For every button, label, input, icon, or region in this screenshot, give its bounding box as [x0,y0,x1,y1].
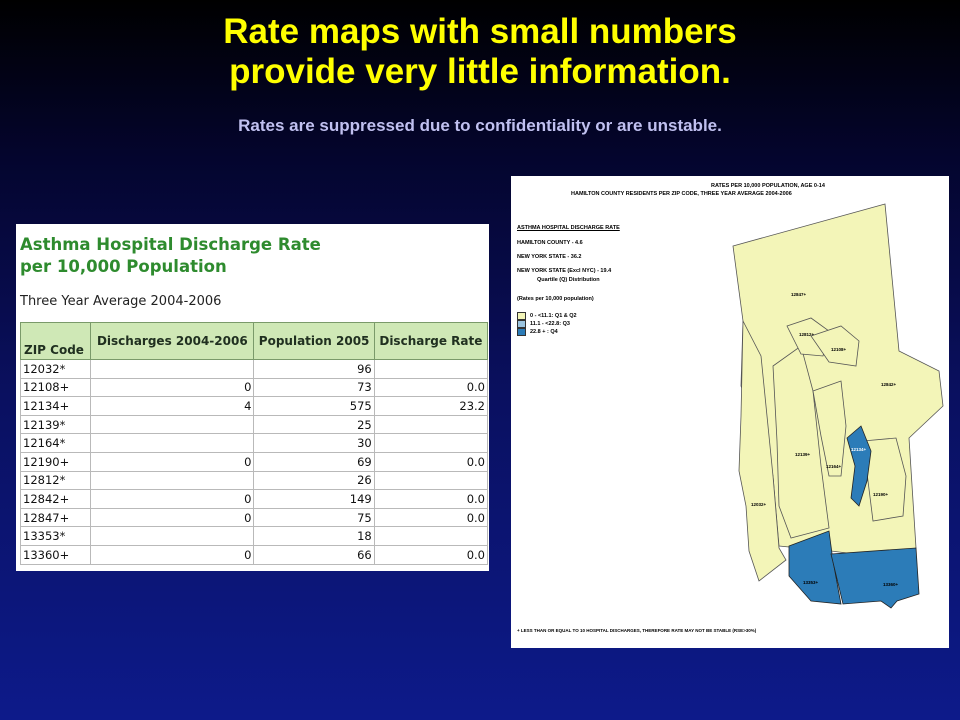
cell-zip: 12812* [21,471,91,490]
table-row [21,452,488,471]
cell-zip: 12164* [21,434,91,453]
legend-title: ASTHMA HOSPITAL DISCHARGE RATE [517,225,620,231]
column-header-rate: Discharge Rate [374,323,487,360]
map-region-13360 [831,548,919,608]
cell-discharges: 0 [91,378,254,397]
legend-item-q4 [517,328,620,336]
map-label-12134: 12134+ [851,447,867,452]
cell-population: 69 [254,452,374,471]
legend-ref-rate: HAMILTON COUNTY - 4.6 [517,240,583,246]
cell-population: 25 [254,415,374,434]
cell-rate: 23.2 [374,397,487,416]
map-label-13360: 13360+ [883,582,899,587]
legend-ref-rate: NEW YORK STATE (Excl NYC) - 19.4 [517,268,612,274]
cell-population: 30 [254,434,374,453]
cell-discharges [91,434,254,453]
cell-discharges: 0 [91,452,254,471]
table-period: Three Year Average 2004-2006 [20,294,222,309]
cell-population: 96 [254,360,374,379]
slide-subtitle: Rates are suppressed due to confidentiality or are unstable. [238,116,722,135]
map-label-12164: 12164+ [826,464,842,469]
slide-title-line2: provide very little information. [229,52,731,91]
table-row [21,545,488,564]
legend-label: 0 - <11.1: Q1 & Q2 [530,312,577,319]
cell-rate [374,415,487,434]
cell-rate: 0.0 [374,545,487,564]
cell-discharges: 4 [91,397,254,416]
table-row [21,415,488,434]
discharge-rate-table [20,322,488,565]
cell-population: 575 [254,397,374,416]
table-row [21,527,488,546]
slide-title-line1: Rate maps with small numbers [223,12,737,51]
table-title-line2: per 10,000 Population [20,257,227,276]
column-header-discharges: Discharges 2004-2006 [91,323,254,360]
legend-quartiles [517,312,620,336]
cell-rate: 0.0 [374,452,487,471]
cell-population: 66 [254,545,374,564]
cell-zip: 13360+ [21,545,91,564]
cell-discharges: 0 [91,490,254,509]
map-label-12812: 12812+ [799,332,815,337]
cell-zip: 12190+ [21,452,91,471]
legend-swatch [517,320,526,328]
cell-zip: 12108+ [21,378,91,397]
zip-rate-map-panel [511,176,949,648]
table-row [21,378,488,397]
legend-label: 11.1 - <22.8: Q3 [530,320,570,327]
discharge-rate-table-panel [16,224,489,571]
cell-zip: 13353* [21,527,91,546]
cell-zip: 12032* [21,360,91,379]
slide-title [0,12,960,92]
map-header [571,182,949,198]
cell-zip: 12847+ [21,508,91,527]
legend-ref-rate: NEW YORK STATE - 36.2 [517,254,582,260]
cell-rate: 0.0 [374,490,487,509]
cell-population: 149 [254,490,374,509]
cell-zip: 12139* [21,415,91,434]
cell-rate [374,434,487,453]
map-label-13353: 13353+ [803,580,819,585]
map-header-line2: HAMILTON COUNTY RESIDENTS PER ZIP CODE, THREE YEAR AVERAGE 2004-2006 [571,191,792,197]
cell-discharges [91,360,254,379]
cell-zip: 12134+ [21,397,91,416]
column-header-zip: ZIP Code [21,323,91,360]
cell-discharges: 0 [91,545,254,564]
table-body [21,360,488,565]
legend-swatch [517,328,526,336]
cell-population: 73 [254,378,374,397]
table-row [21,471,488,490]
map-footnote: + LESS THAN OR EQUAL TO 10 HOSPITAL DISCHARGES, THEREFORE RATE MAY NOT BE STABLE (RSE>30%) [517,628,757,633]
map-label-12108: 12108+ [831,347,847,352]
map-label-12032: 12032+ [751,502,767,507]
cell-population: 18 [254,527,374,546]
cell-rate [374,471,487,490]
legend-rates-unit: (Rates per 10,000 population) [517,296,594,302]
map-label-12847: 12847+ [791,292,807,297]
table-row [21,508,488,527]
cell-discharges [91,415,254,434]
column-header-population: Population 2005 [254,323,374,360]
table-header-row [21,323,488,360]
cell-rate: 0.0 [374,508,487,527]
cell-zip: 12842+ [21,490,91,509]
map-label-12139: 12139+ [795,452,811,457]
cell-rate [374,527,487,546]
table-title [20,234,321,278]
legend-quartile-title: Quartile (Q) Distribution [537,277,600,283]
table-row [21,434,488,453]
cell-population: 26 [254,471,374,490]
cell-discharges: 0 [91,508,254,527]
cell-discharges [91,471,254,490]
table-row [21,397,488,416]
cell-population: 75 [254,508,374,527]
legend-swatch [517,312,526,320]
map-label-12190: 12190+ [873,492,889,497]
map-label-12842: 12842+ [881,382,897,387]
cell-rate: 0.0 [374,378,487,397]
cell-discharges [91,527,254,546]
table-row [21,360,488,379]
table-row [21,490,488,509]
table-title-line1: Asthma Hospital Discharge Rate [20,235,321,254]
legend-label: 22.8 + : Q4 [530,328,558,335]
cell-rate [374,360,487,379]
map-legend [517,224,620,336]
map-header-line1: RATES PER 10,000 POPULATION, AGE 0-14 [711,183,825,189]
